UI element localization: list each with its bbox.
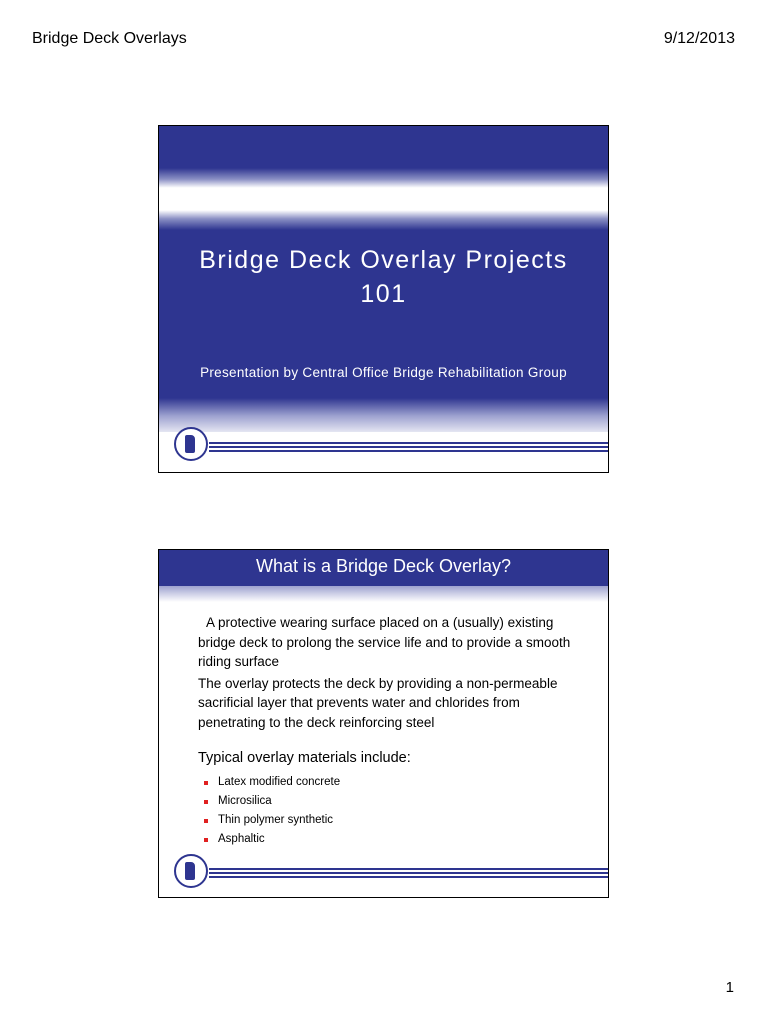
slide-2-paragraph-2: The overlay protects the deck by providing a non-permeable sacrificial layer that prevents water and chlorides from penetrating to the deck reinforcing steel xyxy=(198,675,558,730)
footer-lines xyxy=(209,868,608,880)
slide-2-title: What is a Bridge Deck Overlay? xyxy=(255,556,512,576)
list-item: Microsilica xyxy=(204,792,588,811)
slide-2 xyxy=(158,549,609,898)
slide-1-subtitle: Presentation by Central Office Bridge Rehabilitation Group xyxy=(200,365,567,380)
page-header-title: Bridge Deck Overlays xyxy=(32,30,187,47)
list-item: Latex modified concrete xyxy=(204,773,588,792)
page-number: 1 xyxy=(725,979,734,996)
list-item: Asphaltic xyxy=(204,830,588,849)
materials-intro: Typical overlay materials include: xyxy=(198,750,411,766)
list-item: Thin polymer synthetic xyxy=(204,811,588,830)
slide-1-title-line2: 101 xyxy=(360,280,407,308)
footer-lines xyxy=(209,442,608,454)
slide-1 xyxy=(158,125,609,473)
indot-seal-icon xyxy=(174,854,208,888)
indot-seal-icon xyxy=(174,427,208,461)
materials-list xyxy=(198,773,588,849)
slide-1-title-line1: Bridge Deck Overlay Projects xyxy=(199,246,568,274)
slide-2-title-fade xyxy=(159,586,608,602)
slide-2-paragraph-1: A protective wearing surface placed on a (usually) existing bridge deck to prolong the service life and to provide a smooth riding surface xyxy=(198,615,571,669)
slide-header-band xyxy=(159,168,608,230)
slide-1-title xyxy=(159,243,608,311)
page-header-date: 9/12/2013 xyxy=(663,30,735,47)
slide-2-body xyxy=(198,613,588,849)
